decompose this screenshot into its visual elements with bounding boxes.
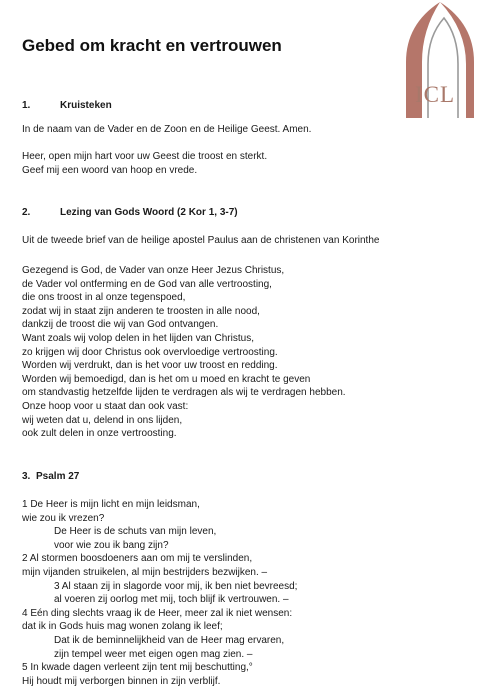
text-line: Heer, open mijn hart voor uw Geest die troost en sterkt.	[22, 151, 268, 163]
section-2-title: Lezing van Gods Woord (2 Kor 1, 3-7)	[60, 207, 238, 218]
page-title: Gebed om kracht en vertrouwen	[22, 36, 282, 55]
psalm-line: 4 Eén ding slechts vraag ik de Heer, meer zal ik niet wensen:	[22, 607, 293, 619]
section-3-heading	[22, 471, 79, 482]
section-2-body	[22, 264, 346, 441]
text-line: om standvastig hetzelfde lijden te verdragen als wij te verdragen hebben.	[22, 387, 346, 399]
text-line: Onze hoop voor u staat dan ook vast:	[22, 400, 189, 412]
text-line: Want zoals wij volop delen in het lijden van Christus,	[22, 332, 254, 344]
psalm-line: 5 In kwade dagen verleent zijn tent mij beschutting,°	[22, 662, 253, 674]
psalm-line: De Heer is de schuts van mijn leven,	[54, 526, 217, 538]
blank-line	[22, 137, 311, 151]
psalm-line: zijn tempel weer met eigen ogen mag zien. –	[54, 648, 253, 660]
logo-text: ICL	[415, 82, 456, 107]
text-line: die ons troost in al onze tegenspoed,	[22, 292, 186, 304]
section-1-title: Kruisteken	[60, 100, 112, 111]
psalm-line: dat ik in Gods huis mag wonen zolang ik leef;	[22, 621, 223, 633]
text-line: zo krijgen wij door Christus ook overvloedige vertroosting.	[22, 346, 278, 358]
text-line: dankzij de troost die wij van God ontvangen.	[22, 319, 219, 331]
section-2-intro: Uit de tweede brief van de heilige apostel Paulus aan de christenen van Korinthe	[22, 235, 380, 246]
psalm-line: mijn vijanden struikelen, al mijn bestrijders bezwijken. –	[22, 566, 268, 578]
psalm-line: 1 De Heer is mijn licht en mijn leidsman,	[22, 499, 200, 510]
section-2-number: 2.	[22, 207, 31, 218]
section-3-number: 3.	[22, 471, 31, 482]
psalm-line: Hij houdt mij verborgen binnen in zijn verblijf.	[22, 675, 221, 687]
psalm-line: voor wie zou ik bang zijn?	[54, 539, 169, 551]
section-1-number: 1.	[22, 100, 31, 111]
text-line: zodat wij in staat zijn anderen te troosten in alle nood,	[22, 305, 260, 317]
psalm-line: Dat ik de beminnelijkheid van de Heer mag ervaren,	[54, 634, 285, 646]
psalm-line: wie zou ik vrezen?	[22, 512, 105, 524]
section-2-heading	[22, 207, 238, 218]
text-line: Worden wij bemoedigd, dan is het om u moed en kracht te geven	[22, 373, 311, 385]
section-1-heading	[22, 100, 112, 111]
text-line: ook zult delen in onze vertroosting.	[22, 428, 177, 440]
text-line: wij weten dat u, delend in ons lijden,	[22, 414, 183, 426]
psalm-line: 3 Al staan zij in slagorde voor mij, ik ben niet bevreesd;	[54, 580, 298, 592]
text-line: de Vader vol ontferming en de God van alle vertroosting,	[22, 278, 272, 290]
text-line: In de naam van de Vader en de Zoon en de Heilige Geest. Amen.	[22, 124, 312, 135]
text-line: Worden wij verdrukt, dan is het voor uw troost en redding.	[22, 360, 278, 372]
section-1-body	[22, 123, 311, 177]
text-line: Geef mij een woord van hoop en vrede.	[22, 164, 198, 176]
section-3-body	[22, 498, 297, 688]
section-3-title: Psalm 27	[36, 471, 80, 482]
text-line: Gezegend is God, de Vader van onze Heer Jezus Christus,	[22, 265, 285, 276]
psalm-line: 2 Al stormen boosdoeners aan om mij te verslinden,	[22, 553, 253, 565]
psalm-line: al voeren zij oorlog met mij, toch blijf ik vertrouwen. –	[54, 594, 289, 606]
